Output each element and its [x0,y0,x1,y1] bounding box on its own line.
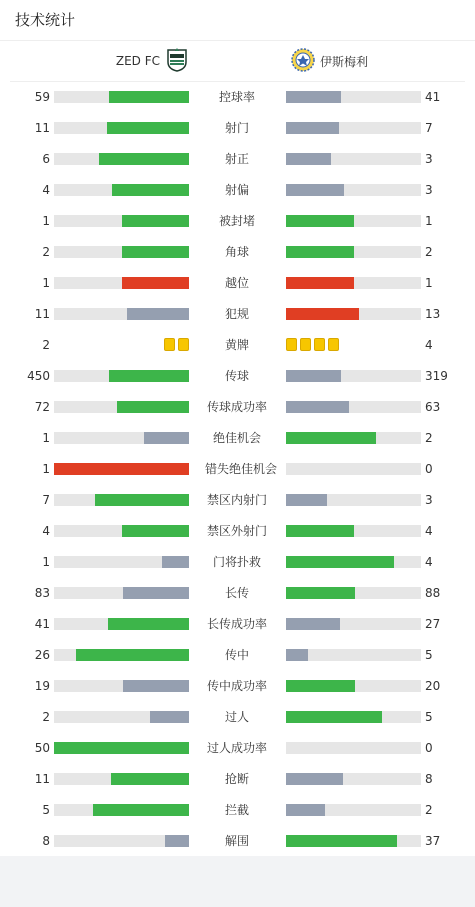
stat-label: 射正 [224,152,249,166]
stat-label: 门将扑救 [212,555,261,569]
stat-label: 犯规 [224,307,249,321]
away-value: 4 [425,338,433,352]
home-bar-track [54,308,189,320]
away-bar-fill [286,525,354,537]
away-bar-fill [286,308,359,320]
away-value: 1 [425,276,433,290]
away-bar-track [286,773,421,785]
home-bar-fill [93,804,189,816]
stat-label: 黄牌 [224,338,249,352]
home-bar-track [54,680,189,692]
yellow-card-icon [300,338,311,351]
stat-row [0,87,475,107]
home-bar-track [54,773,189,785]
away-bar-fill [286,494,327,506]
home-bar-fill [111,773,189,785]
away-bar-fill [286,618,340,630]
away-value: 3 [425,152,433,166]
home-bar-track [54,556,189,568]
away-value: 4 [425,555,433,569]
stat-label: 绝佳机会 [212,431,261,445]
home-bar-track [54,122,189,134]
away-value: 319 [425,369,448,383]
stat-row [0,676,475,696]
home-value: 5 [42,803,50,817]
away-bar-fill [286,277,354,289]
stat-row [0,242,475,262]
home-bar-fill [122,277,190,289]
away-bar-track [286,246,421,258]
away-value: 37 [425,834,441,848]
away-value: 41 [425,90,441,104]
stat-label: 长传成功率 [206,617,267,631]
home-team [116,49,188,73]
away-value: 5 [425,648,433,662]
away-bar-fill [286,246,354,258]
stat-row [0,304,475,324]
away-bar-fill [286,153,331,165]
stat-label: 抢断 [224,772,249,786]
away-value: 3 [425,183,433,197]
home-bar-fill [127,308,189,320]
away-bar-track [286,277,421,289]
stat-label: 射门 [224,121,249,135]
home-bar-track [54,835,189,847]
away-bar-fill [286,835,397,847]
away-team-logo-icon [290,47,316,76]
home-value: 2 [42,710,50,724]
away-bar-track [286,153,421,165]
home-value: 11 [34,307,50,321]
stat-row [0,459,475,479]
home-value: 450 [27,369,50,383]
away-bar-fill [286,432,376,444]
away-value: 20 [425,679,441,693]
home-bar-track [54,153,189,165]
away-bar-fill [286,711,382,723]
stat-row [0,707,475,727]
home-value: 72 [34,400,50,414]
home-value: 41 [34,617,50,631]
home-bar-track [54,184,189,196]
home-bar-fill [107,122,189,134]
away-value: 1 [425,214,433,228]
away-value: 4 [425,524,433,538]
home-value: 1 [42,214,50,228]
home-bar-track [54,463,189,475]
away-bar-track [286,587,421,599]
away-value: 2 [425,803,433,817]
away-team [290,49,368,73]
away-bar-track [286,463,421,475]
home-value: 19 [34,679,50,693]
away-bar-track [286,215,421,227]
stat-row [0,366,475,386]
home-bar-track [54,370,189,382]
stat-label: 拦截 [224,803,249,817]
away-bar-track [286,680,421,692]
away-bar-track [286,401,421,413]
stat-label: 长传 [224,586,249,600]
away-bar-track [286,556,421,568]
stat-row [0,180,475,200]
away-value: 7 [425,121,433,135]
yellow-card-icon [314,338,325,351]
away-bar-fill [286,370,341,382]
away-bar-fill [286,804,325,816]
home-bar-fill [109,370,189,382]
stat-row [0,273,475,293]
away-value: 3 [425,493,433,507]
stat-label: 传中 [224,648,249,662]
home-bar-track [54,649,189,661]
stat-row [0,521,475,541]
home-bar-fill [165,835,189,847]
home-bar-track [54,587,189,599]
home-bar-fill [54,742,189,754]
home-value: 1 [42,431,50,445]
stat-label: 禁区外射门 [206,524,267,538]
away-team-name: 伊斯梅利 [320,54,369,69]
stat-row [0,490,475,510]
away-value: 0 [425,462,433,476]
home-bar-fill [123,680,189,692]
home-bar-fill [76,649,189,661]
home-value: 1 [42,276,50,290]
home-bar-track [54,246,189,258]
away-bar-track [286,804,421,816]
away-value: 5 [425,710,433,724]
home-bar-fill [150,711,189,723]
away-value: 63 [425,400,441,414]
home-bar-track [54,277,189,289]
stat-row [0,335,475,355]
away-bar-fill [286,122,339,134]
away-bar-track [286,308,421,320]
away-value: 2 [425,431,433,445]
home-bar-fill [122,246,190,258]
home-bar-track [54,804,189,816]
home-bar-track [54,711,189,723]
stat-label: 过人成功率 [206,741,267,755]
stat-label: 禁区内射门 [206,493,267,507]
stat-label: 被封堵 [218,214,255,228]
home-value: 4 [42,524,50,538]
stat-row [0,614,475,634]
stat-row [0,645,475,665]
stat-row [0,800,475,820]
home-bar-fill [162,556,189,568]
away-value: 27 [425,617,441,631]
stat-row [0,552,475,572]
away-bar-track [286,370,421,382]
home-team-name: ZED FC [115,54,160,68]
home-value: 59 [34,90,50,104]
away-value: 88 [425,586,441,600]
yellow-card-icon [178,338,189,351]
home-bar-fill [122,525,190,537]
home-value: 7 [42,493,50,507]
stat-label: 错失绝佳机会 [205,462,278,476]
home-bar-track [54,215,189,227]
away-bar-track [286,711,421,723]
home-value: 11 [34,772,50,786]
header-divider [10,81,465,82]
home-value: 2 [42,245,50,259]
home-bar-track [54,401,189,413]
stat-label: 射偏 [224,183,249,197]
yellow-card-icon [164,338,175,351]
stat-label: 过人 [224,710,249,724]
away-bar-fill [286,215,354,227]
home-bar-fill [123,587,189,599]
home-bar-fill [109,91,189,103]
home-bar-fill [99,153,189,165]
home-value: 11 [34,121,50,135]
home-value: 50 [34,741,50,755]
home-bar-track [54,432,189,444]
away-bar-fill [286,91,341,103]
home-bar-fill [95,494,190,506]
home-value: 4 [42,183,50,197]
away-bar-fill [286,401,349,413]
away-bar-track [286,649,421,661]
home-bar-fill [117,401,189,413]
away-bar-track [286,494,421,506]
home-value: 83 [34,586,50,600]
home-yellow-cards [164,338,189,352]
home-value: 1 [42,462,50,476]
away-value: 8 [425,772,433,786]
away-bar-fill [286,649,308,661]
stat-row [0,738,475,758]
stat-row [0,428,475,448]
home-team-logo-icon [166,48,188,75]
stat-row [0,211,475,231]
home-value: 8 [42,834,50,848]
home-bar-track [54,618,189,630]
away-yellow-cards [286,338,339,352]
stat-label: 传球成功率 [206,400,267,414]
stat-label: 角球 [224,245,249,259]
home-value: 2 [42,338,50,352]
home-bar-fill [108,618,189,630]
home-bar-track [54,494,189,506]
away-bar-fill [286,587,355,599]
away-bar-track [286,432,421,444]
stat-label: 越位 [224,276,249,290]
away-bar-fill [286,184,344,196]
home-value: 1 [42,555,50,569]
away-bar-track [286,122,421,134]
stat-row [0,118,475,138]
away-bar-fill [286,556,394,568]
stat-label: 传中成功率 [206,679,267,693]
stat-label: 控球率 [218,90,255,104]
away-value: 13 [425,307,441,321]
away-bar-track [286,184,421,196]
home-value: 26 [34,648,50,662]
stat-row [0,831,475,851]
home-bar-track [54,742,189,754]
away-value: 0 [425,741,433,755]
divider [0,40,475,41]
away-bar-fill [286,773,343,785]
home-bar-fill [144,432,189,444]
away-bar-track [286,91,421,103]
away-value: 2 [425,245,433,259]
yellow-card-icon [286,338,297,351]
home-value: 6 [42,152,50,166]
home-bar-fill [54,463,189,475]
stat-row [0,583,475,603]
stat-row [0,149,475,169]
home-bar-track [54,91,189,103]
stat-label: 传球 [224,369,249,383]
stat-row [0,397,475,417]
away-bar-track [286,618,421,630]
away-bar-fill [286,680,355,692]
away-bar-track [286,742,421,754]
yellow-card-icon [328,338,339,351]
home-bar-track [54,525,189,537]
stat-row [0,769,475,789]
stat-label: 解围 [224,834,249,848]
away-bar-track [286,835,421,847]
home-bar-fill [122,215,190,227]
page-title: 技术统计 [15,11,76,29]
away-bar-track [286,525,421,537]
home-bar-fill [112,184,189,196]
